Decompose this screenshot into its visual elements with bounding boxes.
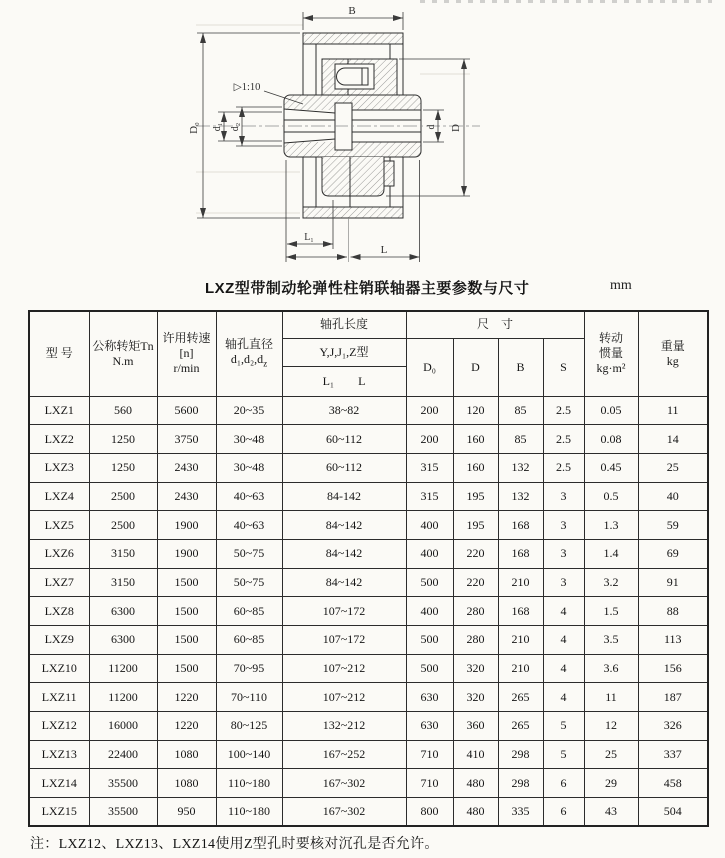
table-cell: LXZ6 [29, 539, 89, 568]
header-model: 型 号 [29, 311, 89, 396]
table-cell: 265 [498, 683, 543, 712]
header-speed [157, 311, 216, 396]
table-cell: 320 [453, 654, 498, 683]
table-cell: 210 [498, 626, 543, 655]
table-cell: 187 [638, 683, 708, 712]
table-cell: 20~35 [216, 396, 282, 425]
table-cell: 0.05 [584, 396, 638, 425]
table-cell: 30~48 [216, 425, 282, 454]
table-cell: 1500 [157, 568, 216, 597]
table-cell: 84~142 [282, 568, 406, 597]
table-cell: 3.2 [584, 568, 638, 597]
drum-top-rim [303, 33, 403, 44]
table-cell: 6300 [89, 597, 157, 626]
table-row [29, 568, 708, 597]
dim-label-D: D [450, 124, 462, 132]
header-inertia-line1: 转动 [599, 331, 624, 346]
table-cell: 11 [584, 683, 638, 712]
table-cell: LXZ14 [29, 769, 89, 798]
table-cell: 4 [543, 654, 584, 683]
header-bore-line2: $d_1,d_2,d_z$ [230, 352, 268, 369]
table-cell: 11 [638, 396, 708, 425]
table-cell: 3750 [157, 425, 216, 454]
header-inertia-line3: kg·m² [596, 361, 626, 376]
table-cell: 60~112 [282, 425, 406, 454]
table-cell: 5600 [157, 396, 216, 425]
table-row [29, 597, 708, 626]
table-cell: 1500 [157, 654, 216, 683]
title-row [0, 277, 725, 297]
table-cell: LXZ15 [29, 798, 89, 827]
table-cell: 1500 [157, 597, 216, 626]
table-cell: 280 [453, 597, 498, 626]
table-row [29, 654, 708, 683]
header-speed-line3: r/min [173, 361, 200, 376]
table-cell: 113 [638, 626, 708, 655]
table-cell: 3 [543, 511, 584, 540]
header-dim-d: D [453, 338, 498, 396]
note-text: 注：LXZ12、LXZ13、LXZ14使用Z型孔时要核对沉孔是否允许。 [30, 837, 439, 852]
table-cell: 1500 [157, 626, 216, 655]
dim-label-l1: L₁ [304, 232, 314, 243]
table-cell: 3 [543, 482, 584, 511]
dim-label-d: d [426, 124, 437, 130]
table-row [29, 712, 708, 741]
table-cell: 3.5 [584, 626, 638, 655]
table-cell: 160 [453, 425, 498, 454]
table-cell: 400 [406, 511, 453, 540]
table-cell: 25 [638, 453, 708, 482]
table-cell: 3150 [89, 568, 157, 597]
table-cell: 4 [543, 626, 584, 655]
table-cell: 12 [584, 712, 638, 741]
table-cell: 38~82 [282, 396, 406, 425]
header-bore-line1: 轴孔直径 [224, 337, 273, 352]
table-cell: 35500 [89, 769, 157, 798]
table-cell: 120 [453, 396, 498, 425]
header-bore [216, 311, 282, 396]
table-cell: 220 [453, 568, 498, 597]
header-speed-line2: [n] [179, 346, 194, 361]
table-row [29, 482, 708, 511]
table-cell: 315 [406, 482, 453, 511]
table-row [29, 453, 708, 482]
header-dim-d0: D₀ [406, 338, 453, 396]
table-cell: 195 [453, 482, 498, 511]
table-cell: LXZ13 [29, 740, 89, 769]
header-length-types: Y,J,J₁,Z型 [282, 338, 406, 366]
table-cell: 0.45 [584, 453, 638, 482]
table-cell: 630 [406, 683, 453, 712]
header-weight-line2: kg [666, 353, 679, 368]
table-cell: 5 [543, 712, 584, 741]
header-length-l1-l [282, 366, 406, 396]
table-cell: 710 [406, 769, 453, 798]
table-cell: 132 [498, 482, 543, 511]
table-row [29, 396, 708, 425]
table-row [29, 511, 708, 540]
header-inertia [584, 311, 638, 396]
table-cell: 168 [498, 539, 543, 568]
table-cell: 630 [406, 712, 453, 741]
table-row [29, 425, 708, 454]
table-cell: 91 [638, 568, 708, 597]
table-cell: 480 [453, 769, 498, 798]
table-cell: 2500 [89, 511, 157, 540]
table-cell: 280 [453, 626, 498, 655]
table-cell: 40 [638, 482, 708, 511]
table-cell: 6 [543, 798, 584, 827]
coupling-drawing [0, 0, 725, 272]
table-cell: 4 [543, 597, 584, 626]
taper-label: ▷1:10 [233, 82, 261, 93]
table-cell: 560 [89, 396, 157, 425]
table-cell: 500 [406, 626, 453, 655]
table-body [29, 396, 708, 826]
table-row [29, 683, 708, 712]
table-cell: 16000 [89, 712, 157, 741]
table-cell: 458 [638, 769, 708, 798]
drum-bottom-rim [303, 207, 403, 218]
table-cell: 29 [584, 769, 638, 798]
table-cell: 480 [453, 798, 498, 827]
table-cell: 1080 [157, 740, 216, 769]
table-cell: 167~252 [282, 740, 406, 769]
table-row [29, 798, 708, 827]
table-cell: 2430 [157, 482, 216, 511]
table-cell: 107~212 [282, 654, 406, 683]
table-cell: 210 [498, 654, 543, 683]
parameters-table [28, 310, 709, 827]
table-cell: 315 [406, 453, 453, 482]
table-cell: 40~63 [216, 511, 282, 540]
table-cell: 14 [638, 425, 708, 454]
table-cell: 3150 [89, 539, 157, 568]
table-cell: 85 [498, 396, 543, 425]
table-cell: 84~142 [282, 539, 406, 568]
table-cell: 88 [638, 597, 708, 626]
dim-label-l: L [380, 244, 388, 256]
table-cell: 43 [584, 798, 638, 827]
table-cell: 1220 [157, 683, 216, 712]
table-cell: 6 [543, 769, 584, 798]
table-cell: LXZ12 [29, 712, 89, 741]
header-length-group: 轴孔长度 [282, 311, 406, 338]
table-cell: 168 [498, 597, 543, 626]
table-cell: 107~172 [282, 626, 406, 655]
table-cell: 360 [453, 712, 498, 741]
dim-label-d1: d₁ [212, 122, 223, 132]
dim-label-d0: D₀ [188, 122, 200, 134]
table-cell: 320 [453, 683, 498, 712]
table-cell: 335 [498, 798, 543, 827]
table-cell: 22400 [89, 740, 157, 769]
table-cell: LXZ3 [29, 453, 89, 482]
lower-web [322, 157, 384, 196]
table-cell: 2.5 [543, 425, 584, 454]
table-cell: 950 [157, 798, 216, 827]
table-cell: 1900 [157, 511, 216, 540]
table-cell: 50~75 [216, 568, 282, 597]
table-cell: 100~140 [216, 740, 282, 769]
table-cell: 0.5 [584, 482, 638, 511]
table-cell: 167~302 [282, 798, 406, 827]
header-dim-b: B [498, 338, 543, 396]
table-cell: 326 [638, 712, 708, 741]
table-cell: 210 [498, 568, 543, 597]
table-cell: LXZ11 [29, 683, 89, 712]
table-cell: 2500 [89, 482, 157, 511]
table-cell: 710 [406, 740, 453, 769]
dim-label-d2: d₂ [230, 122, 241, 132]
table-row [29, 626, 708, 655]
table-cell: 5 [543, 740, 584, 769]
table-cell: 400 [406, 539, 453, 568]
table-cell: 220 [453, 539, 498, 568]
table-cell: 0.08 [584, 425, 638, 454]
header-inertia-line2: 惯量 [599, 346, 624, 361]
header-dims-group: 尺 寸 [406, 311, 584, 338]
table-cell: 11200 [89, 683, 157, 712]
table-cell: 85 [498, 425, 543, 454]
table-cell: 60~112 [282, 453, 406, 482]
header-torque [89, 311, 157, 396]
table-row [29, 769, 708, 798]
table-cell: 1250 [89, 425, 157, 454]
table-cell: 84-142 [282, 482, 406, 511]
table-cell: 59 [638, 511, 708, 540]
table-cell: 200 [406, 425, 453, 454]
table-cell: 69 [638, 539, 708, 568]
table-cell: 107~212 [282, 683, 406, 712]
header-weight [638, 311, 708, 396]
header-torque-line1: 公称转矩Tn [92, 338, 154, 353]
table-cell: 504 [638, 798, 708, 827]
table-cell: LXZ9 [29, 626, 89, 655]
table-cell: 500 [406, 654, 453, 683]
table-cell: 1250 [89, 453, 157, 482]
table-cell: LXZ7 [29, 568, 89, 597]
header-length-l: L [358, 373, 366, 388]
table-cell: 35500 [89, 798, 157, 827]
table-cell: LXZ8 [29, 597, 89, 626]
table-cell: 30~48 [216, 453, 282, 482]
table-cell: 70~110 [216, 683, 282, 712]
table-cell: 70~95 [216, 654, 282, 683]
table-cell: 1080 [157, 769, 216, 798]
header-torque-line2: N.m [112, 353, 134, 368]
header-dim-s: S [543, 338, 584, 396]
unit-label: mm [610, 278, 632, 293]
table-cell: 3 [543, 539, 584, 568]
table-cell: 500 [406, 568, 453, 597]
table-cell: 110~180 [216, 769, 282, 798]
table-cell: 400 [406, 597, 453, 626]
coupling-section [283, 33, 422, 218]
table-cell: 132 [498, 453, 543, 482]
table-cell: 195 [453, 511, 498, 540]
table-cell: 132~212 [282, 712, 406, 741]
table-cell: 80~125 [216, 712, 282, 741]
table-cell: 800 [406, 798, 453, 827]
table-title: LXZ型带制动轮弹性柱销联轴器主要参数与尺寸 [205, 280, 530, 297]
table-cell: 107~172 [282, 597, 406, 626]
table-cell: 6300 [89, 626, 157, 655]
table-cell: 25 [584, 740, 638, 769]
table-cell: LXZ2 [29, 425, 89, 454]
table-cell: 1.3 [584, 511, 638, 540]
table-cell: 1220 [157, 712, 216, 741]
table-cell: 298 [498, 769, 543, 798]
table-cell: 11200 [89, 654, 157, 683]
table-row [29, 539, 708, 568]
table-cell: 265 [498, 712, 543, 741]
table-cell: 167~302 [282, 769, 406, 798]
center-pin-block [335, 103, 352, 150]
table-cell: 84~142 [282, 511, 406, 540]
table-cell: 3.6 [584, 654, 638, 683]
table-cell: 168 [498, 511, 543, 540]
table-cell: 50~75 [216, 539, 282, 568]
header-weight-line1: 重量 [660, 338, 685, 353]
table-cell: LXZ10 [29, 654, 89, 683]
table-cell: 40~63 [216, 482, 282, 511]
table-cell: 298 [498, 740, 543, 769]
table-cell: 1900 [157, 539, 216, 568]
table-cell: 110~180 [216, 798, 282, 827]
table-cell: 2.5 [543, 396, 584, 425]
table-cell: 337 [638, 740, 708, 769]
table-cell: 200 [406, 396, 453, 425]
header-length-l1: L₁ [322, 373, 335, 388]
table-cell: 60~85 [216, 626, 282, 655]
table-cell: 4 [543, 683, 584, 712]
table-cell: 160 [453, 453, 498, 482]
header-speed-line1: 许用转速 [162, 331, 211, 346]
table-cell: 2.5 [543, 453, 584, 482]
table-cell: 3 [543, 568, 584, 597]
table-cell: 60~85 [216, 597, 282, 626]
table-cell: 1.4 [584, 539, 638, 568]
table-cell: 410 [453, 740, 498, 769]
table-row [29, 740, 708, 769]
table-cell: 1.5 [584, 597, 638, 626]
dim-label-b: B [348, 5, 356, 17]
table-cell: 2430 [157, 453, 216, 482]
table-cell: LXZ4 [29, 482, 89, 511]
table-cell: LXZ1 [29, 396, 89, 425]
table-cell: 156 [638, 654, 708, 683]
elastic-pin [337, 68, 369, 85]
table-cell: LXZ5 [29, 511, 89, 540]
